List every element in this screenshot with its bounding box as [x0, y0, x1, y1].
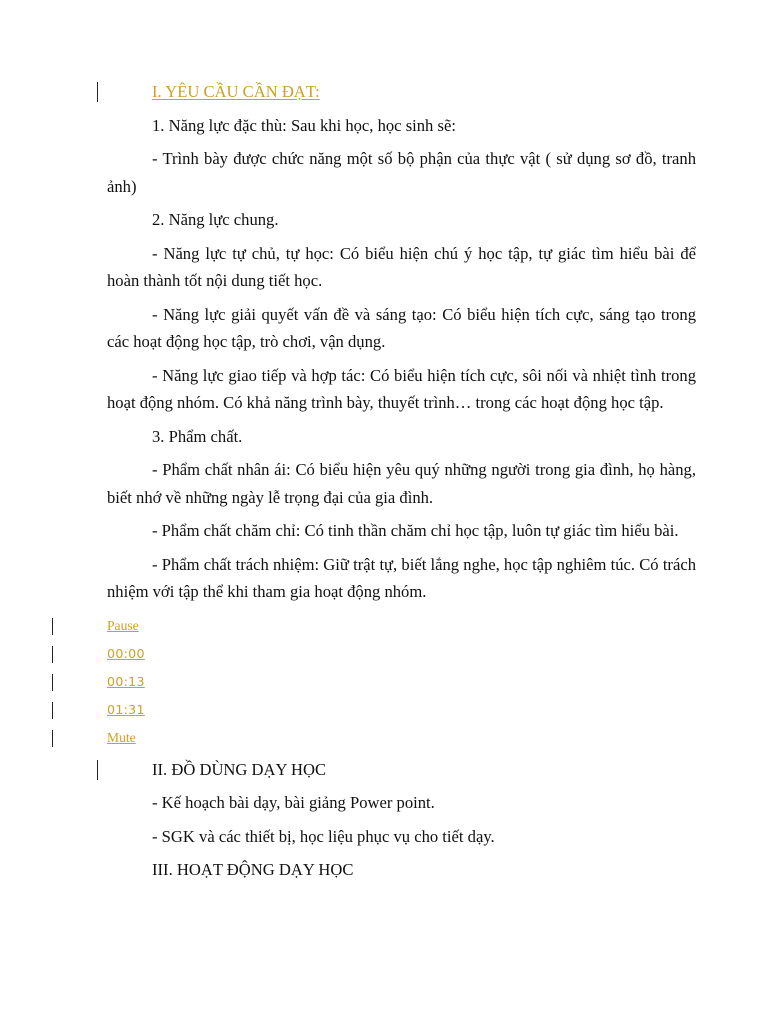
- paragraph-problem-solving: - Năng lực giải quyết vấn đề và sáng tạo: Có biểu hiện tích cực, sáng tạo trong các hoạt động học tập, trò chơi, vận dụng.: [107, 304, 696, 351]
- section-1-heading: [107, 78, 696, 106]
- paragraph-self-study: - Năng lực tự chủ, tự học: Có biểu hiện chú ý học tập, tự giác tìm hiểu bài để hoàn thành tốt nội dung tiết học.: [107, 243, 696, 290]
- paragraph-diligence: - Phẩm chất chăm chỉ: Có tinh thần chăm chỉ học tập, luôn tự giác tìm hiểu bài.: [152, 521, 679, 540]
- change-marker: [52, 702, 53, 719]
- current-time-link[interactable]: 00:00: [107, 645, 145, 661]
- change-marker: [52, 618, 53, 635]
- change-marker: [97, 82, 98, 102]
- section-3-heading: III. HOẠT ĐỘNG DẠY HỌC: [152, 860, 354, 879]
- section-2-heading: [107, 756, 696, 784]
- change-marker: [97, 760, 98, 780]
- mute-button[interactable]: Mute: [107, 729, 136, 745]
- paragraph-specific-competence: 1. Năng lực đặc thù: Sau khi học, học sinh sẽ:: [152, 115, 456, 135]
- paragraph-general-competence: 2. Năng lực chung.: [152, 210, 279, 229]
- paragraph-present-functions: - Trình bày được chức năng một số bộ phận của thực vật ( sử dụng sơ đồ, tranh ảnh): [107, 149, 696, 196]
- media-time-total-line: [62, 696, 696, 724]
- change-marker: [52, 674, 53, 691]
- media-mute-line: [62, 724, 696, 752]
- paragraph-lesson-plan: - Kế hoạch bài dạy, bài giảng Power point.: [152, 793, 435, 812]
- document-body: [107, 78, 696, 890]
- paragraph-qualities: 3. Phẩm chất.: [152, 426, 243, 446]
- media-time-mid-line: [62, 668, 696, 696]
- elapsed-time-link[interactable]: 00:13: [107, 673, 145, 689]
- media-time-current-line: [62, 640, 696, 668]
- total-time-link[interactable]: 01:31: [107, 701, 145, 717]
- section-2-heading-text: II. ĐỒ DÙNG DẠY HỌC: [152, 759, 327, 779]
- media-pause-line: [62, 612, 696, 640]
- paragraph-kindness: - Phẩm chất nhân ái: Có biểu hiện yêu quý những người trong gia đình, họ hàng, biết nhớ về những ngày lễ trọng đại của gia đình.: [107, 460, 696, 507]
- section-1-heading-link[interactable]: I. YÊU CẦU CẦN ĐẠT:: [152, 82, 320, 101]
- change-marker: [52, 646, 53, 663]
- pause-button[interactable]: Pause: [107, 617, 139, 633]
- paragraph-communication: - Năng lực giao tiếp và hợp tác: Có biểu hiện tích cực, sôi nối và nhiệt tình trong hoạt động nhóm. Có khả năng trình bày, thuyết trình… trong các hoạt động học tập.: [107, 365, 696, 412]
- paragraph-textbook-equipment: - SGK và các thiết bị, học liệu phục vụ cho tiết dạy.: [152, 826, 495, 846]
- paragraph-responsibility: - Phẩm chất trách nhiệm: Giữ trật tự, biết lắng nghe, học tập nghiêm túc. Có trách nhiệm với tập thể khi tham gia hoạt động nhóm.: [107, 554, 696, 601]
- change-marker: [52, 730, 53, 747]
